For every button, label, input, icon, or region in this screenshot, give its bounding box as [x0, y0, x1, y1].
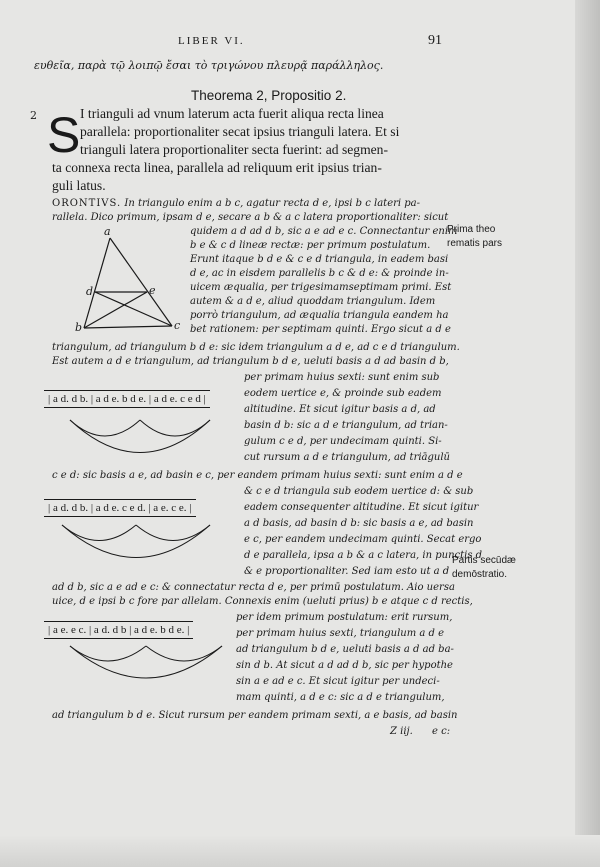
greek-line: ευθεῖα, παρὰ τῷ λοιπῷ ἔσαι τὸ τριγώνου πλευρᾷ παράλληλος. [34, 59, 384, 72]
marginal-note: Partis secūdæ [452, 555, 516, 566]
commentary-line: rallela. Dico primum, ipsam d e, secare a b & a c latera proportionaliter: sicut [52, 212, 449, 223]
commentary-text: In triangulo enim a b c, agatur recta d e, ipsi b c lateri pa- [124, 198, 421, 209]
commentary-line: sin d b. At sicut a d ad d b, sic per hypothe [236, 660, 453, 671]
marginal-note: rematis pars [447, 238, 503, 249]
proposition-line: I trianguli ad vnum laterum acta fuerit aliqua recta linea [80, 106, 384, 121]
proportion-box: | a e. e c. | a d. d b | a d e. b d e. | [44, 621, 193, 639]
proposition-line: parallela: proportionaliter secat ipsius trianguli latera. Et si [80, 124, 400, 139]
arc-group-2 [62, 525, 210, 558]
commentary-line: basin d b: sic a d e triangulum, ad trian- [244, 420, 448, 431]
commentary-line: Est autem a d e triangulum, ad triangulum b d e, ueluti basis a d ad basin d b, [52, 356, 449, 367]
proportion-box: | a d. d b. | a d e. b d e. | a d e. c e d | [44, 390, 210, 408]
commentary-line: mam quinti, a d e c: sic a d e triangulum, [236, 692, 445, 703]
commentary-line: & c e d triangula sub eodem uertice d: & sub [244, 486, 474, 497]
commentary-line: uice, d e ipsi b c fore par allelam. Connexis enim (ueluti prius) b e atque c d rectis, [52, 596, 473, 607]
commentary-line: autem & a d e, aliud quoddam triangulum. Idem [190, 296, 436, 307]
commentator-name: ORONTIVS. [52, 198, 122, 209]
commentary-line: triangulum, ad triangulum b d e: sic idem triangulum a d e, ad c e d triangulum. [52, 342, 460, 353]
running-title: LIBER VI. [178, 35, 245, 47]
commentary-line: e c, per eandem undecimam quinti. Secat ergo [244, 534, 482, 545]
commentary-line: d e, ac in eisdem parallelis b c & d e: & proinde in- [190, 268, 449, 279]
commentary-line: gulum c e d, per undecimam quinti. Si- [244, 436, 442, 447]
proposition-line: trianguli latera proportionaliter secta fuerint: ad segmen- [80, 142, 389, 157]
commentary-line: uicem æqualia, per trigesimamseptimam primi. Est [190, 282, 452, 293]
commentary-line: altitudine. Et sicut igitur basis a d, ad [244, 404, 436, 415]
margin-number: 2 [30, 109, 37, 122]
marginal-note: Prima theo [447, 224, 496, 235]
figure-label-c: c [174, 319, 181, 332]
figure-label-b: b [75, 321, 83, 334]
marginal-note: demōstratio. [452, 569, 508, 580]
commentary-line: ad triangulum b d e. Sicut rursum per eandem primam sexti, a e basis, ad basin [52, 710, 458, 721]
commentary-line: ad d b, sic a e ad e c: & connectatur recta d e, per primū postulatum. Aio uersa [52, 582, 455, 593]
arc-group-1 [70, 420, 210, 453]
commentary-line: cut rursum a d e triangulum, ad triāgulū [244, 452, 450, 463]
proposition-line: guli latus. [52, 178, 106, 193]
commentary-line: eadem consequenter altitudine. Et sicut igitur [244, 502, 479, 513]
commentary-line: bet rationem: per septimam quinti. Ergo sicut a d e [190, 324, 451, 335]
commentary-line: per idem primum postulatum: erit rursum, [236, 612, 453, 623]
commentary-line: & e proportionaliter. Sed iam esto ut a d [244, 566, 450, 577]
arc-group-3 [70, 646, 222, 678]
commentary-line: e c: [432, 726, 451, 737]
commentary-line: porrò triangulum, ad æqualia triangula eandem ha [190, 310, 449, 321]
proposition-heading: Theorema 2, Propositio 2. [191, 88, 347, 103]
figure-label-a: a [104, 225, 111, 238]
commentary-line: sin a e ad e c. Et sicut igitur per undeci- [236, 676, 440, 687]
commentary-line: b e & c d lineæ rectæ: per primum postulatum. [190, 240, 431, 251]
proportion-box: | a d. d b. | a d e. c e d. | a e. c e. | [44, 499, 196, 517]
commentary-line: d e parallela, ipsa a b & a c latera, in punctis d [244, 550, 483, 561]
commentary-line: per primam huius sexti: sunt enim sub [244, 372, 440, 383]
proposition-line: ta connexa recta linea, parallela ad reliquum erit ipsius trian- [52, 160, 382, 175]
commentary-line: per primam huius sexti, triangulum a d e [236, 628, 445, 639]
figure-label-e: e [149, 284, 156, 297]
commentary-line: quidem a d ad d b, sic a e ad e c. Connectantur enim [190, 226, 458, 237]
signature-mark: Z iij. [390, 726, 413, 737]
commentary-line: eodem uertice e, & proinde sub eadem [244, 388, 442, 399]
commentary-line: Erunt itaque b d e & c e d triangula, in eadem basi [190, 254, 449, 265]
commentary-line: ad triangulum b d e, ueluti basis a d ad ba- [236, 644, 454, 655]
page-number: 91 [428, 33, 442, 48]
commentary-line: c e d: sic basis a e, ad basin e c, per eandem primam huius sexti: sunt enim a d e [52, 470, 463, 481]
commentary-line: a d basis, ad basin d b: sic basis a e, ad basin [244, 518, 474, 529]
figure-label-d: d [86, 285, 94, 298]
drop-cap: S [47, 107, 81, 163]
